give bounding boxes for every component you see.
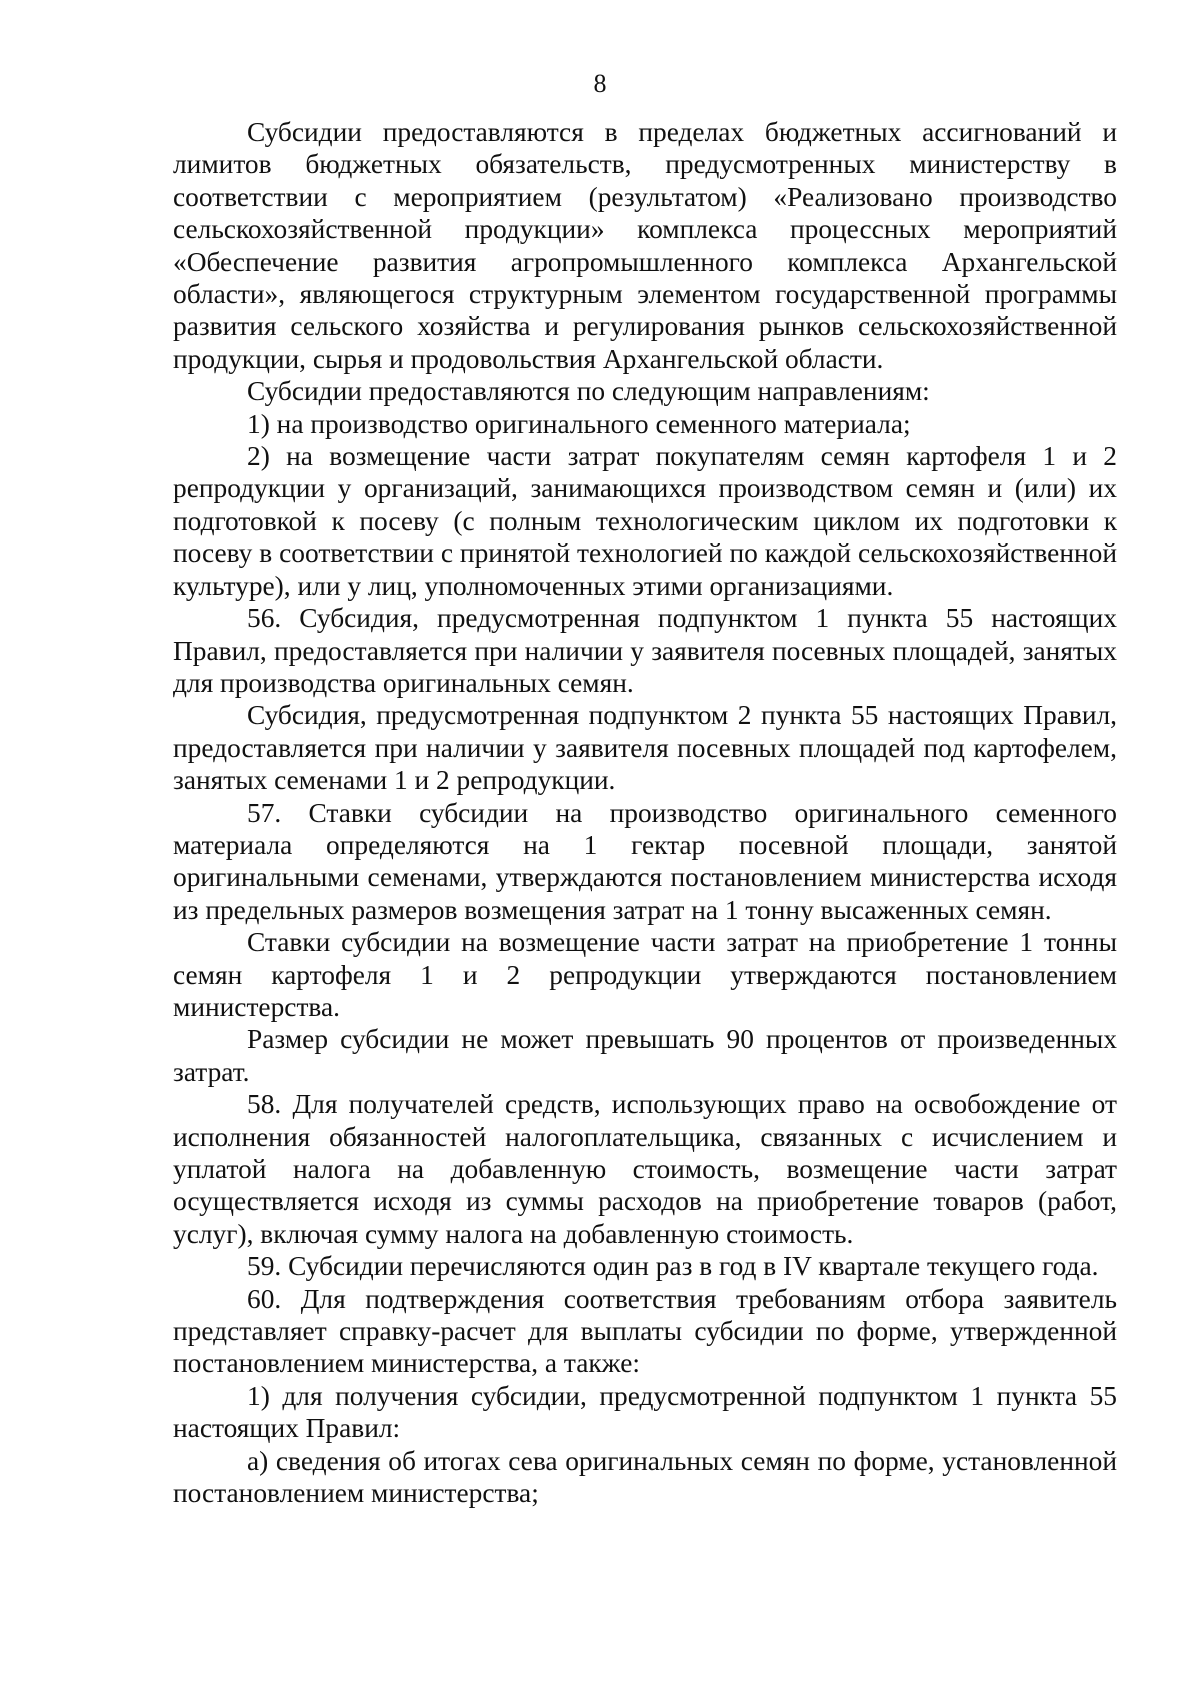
paragraph-budget-allocations: Субсидии предоставляются в пределах бюджетных ассигнований и лимитов бюджетных обязательств, предусмотренных министерству в соответствии с мероприятием (результатом) «Реализовано производство сельскохозяйственной продукции» комплекса процессных мероприятий «Обеспечение развития агропромышленного комплекса Архангельской области», являющегося структурным элементом государственной программы развития сельского хозяйства и регулирования рынков сельскохозяйственной продукции, сырья и продовольствия Архангельской области. [173, 117, 1117, 374]
paragraph-clause-56-part-2: Субсидия, предусмотренная подпунктом 2 пункта 55 настоящих Правил, предоставляется при наличии у заявителя посевных площадей под картофелем, занятых семенами 1 и 2 репродукции. [173, 700, 1117, 796]
paragraph-direction-2: 2) на возмещение части затрат покупателям семян картофеля 1 и 2 репродукции у организаций, занимающихся производством семян и (или) их подготовкой к посеву (с полным технологическим циклом их подготовки к посеву в соответствии с принятой технологией по каждой сельскохозяйственной культуре), или у лиц, уполномоченных этими организациями. [173, 441, 1117, 601]
document-body [173, 116, 1117, 1509]
paragraph-clause-59: 59. Субсидии перечисляются один раз в год в IV квартале текущего года. [247, 1251, 1099, 1282]
paragraph-clause-57: 57. Ставки субсидии на производство оригинального семенного материала определяются на 1 гектар посевной площади, занятой оригинальными семенами, утверждаются постановлением министерства исходя из предельных размеров возмещения затрат на 1 тонну высаженных семян. [173, 797, 1117, 925]
paragraph-clause-60: 60. Для подтверждения соответствия требованиям отбора заявитель представляет справку-расчет для выплаты субсидии по форме, утвержденной постановлением министерства, а также: [173, 1283, 1117, 1379]
paragraph-clause-60-item-1a: а) сведения об итогах сева оригинальных семян по форме, установленной постановлением министерства; [173, 1445, 1117, 1509]
paragraph-clause-60-item-1: 1) для получения субсидии, предусмотренной подпунктом 1 пункта 55 настоящих Правил: [173, 1380, 1117, 1444]
paragraph-clause-58: 58. Для получателей средств, использующих право на освобождение от исполнения обязанностей налогоплательщика, связанных с исчислением и уплатой налога на добавленную стоимость, возмещение части затрат осуществляется исходя из суммы расходов на приобретение товаров (работ, услуг), включая сумму налога на добавленную стоимость. [173, 1089, 1117, 1249]
page-number: 8 [593, 69, 607, 98]
paragraph-clause-57-part-3: Размер субсидии не может превышать 90 процентов от произведенных затрат. [173, 1024, 1117, 1087]
paragraph-clause-57-part-2: Ставки субсидии на возмещение части затрат на приобретение 1 тонны семян картофеля 1 и 2 репродукции утверждаются постановлением министерства. [173, 927, 1117, 1022]
paragraph-direction-1: 1) на производство оригинального семенного материала; [247, 408, 911, 439]
paragraph-directions-intro: Субсидии предоставляются по следующим направлениям: [247, 376, 930, 407]
paragraph-clause-56: 56. Субсидия, предусмотренная подпунктом 1 пункта 55 настоящих Правил, предоставляется при наличии у заявителя посевных площадей, занятых для производства оригинальных семян. [173, 603, 1117, 698]
